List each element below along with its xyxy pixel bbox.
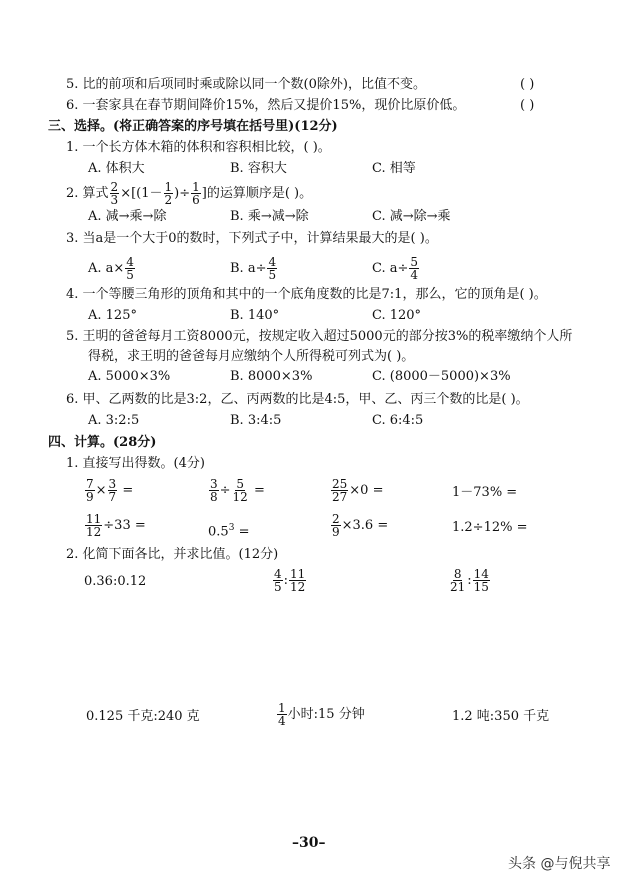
q2-f3-num: 1	[192, 180, 200, 194]
calc1-op: ×	[95, 483, 107, 498]
q2-fraction-1	[110, 181, 120, 206]
q3-a-fraction	[125, 256, 135, 281]
q5-stem-line1: 5. 王明的爸爸每月工资8000元，按规定收入超过5000元的部分按3%的税率缴纳个人所	[66, 329, 573, 344]
ratio5-den: 4	[278, 714, 286, 728]
judge-bracket-5[interactable]: ( )	[520, 77, 535, 92]
q2-option-b[interactable]: B. 乘→减→除	[230, 209, 309, 224]
calc1-b-num: 3	[108, 477, 117, 491]
calc3-den: 27	[332, 490, 348, 504]
q2-f2-num: 1	[164, 180, 173, 194]
calc2-a-den: 8	[210, 490, 218, 504]
q2-mid2: )÷	[174, 186, 191, 201]
q5-stem-line2: 得税，求王明的爸爸每月应缴纳个人所得税可列式为( )。	[88, 349, 415, 364]
q3-c-fraction	[409, 256, 419, 281]
ratio3-frac-a	[449, 568, 466, 593]
q4-stem: 4. 一个等腰三角形的顶角和其中的一个底角度数的比是7:1，那么，它的顶角是( )。	[66, 287, 547, 302]
q3-b-pre: B. a÷	[230, 261, 267, 276]
ratio2-b-den: 12	[290, 580, 306, 594]
q3-option-a[interactable]	[88, 256, 136, 281]
q4-option-b[interactable]: B. 140°	[230, 308, 280, 323]
calc7-frac	[331, 513, 341, 538]
calc-item-8: 1.2÷12% =	[452, 520, 528, 535]
judge-item-6: 6. 一套家具在春节期间降价15%，然后又提价15%，现价比原价低。	[66, 98, 466, 113]
calc3-tail: ×0 =	[349, 483, 384, 498]
q2-option-c[interactable]: C. 减→除→乘	[372, 209, 451, 224]
q3-option-c[interactable]	[372, 256, 420, 281]
calc3-num: 25	[332, 477, 348, 491]
section4-title: 四、计算。(28分)	[48, 435, 157, 450]
ratio2-b-num: 11	[290, 567, 306, 581]
calc6-exp: 3	[228, 523, 235, 533]
ratio3-sep: :	[467, 573, 472, 588]
calc2-b-num: 5	[236, 477, 244, 491]
calc2-title: 2. 化简下面各比，并求比值。(12分)	[66, 547, 279, 562]
q2-fraction-3	[191, 181, 201, 206]
q6-option-a[interactable]: A. 3:2:5	[88, 413, 140, 428]
q2-f1-num: 2	[110, 180, 119, 194]
q5-option-a[interactable]: A. 5000×3%	[88, 369, 171, 384]
q3-option-b[interactable]	[230, 256, 278, 281]
ratio3-frac-b	[473, 568, 490, 593]
ratio5-frac	[277, 702, 287, 727]
q1-option-b[interactable]: B. 容积大	[230, 161, 287, 176]
q3-a-den: 5	[126, 268, 134, 282]
ratio2-frac-a	[273, 568, 283, 593]
q2-stem	[66, 181, 312, 206]
q5-option-b[interactable]: B. 8000×3%	[230, 369, 313, 384]
calc7-den: 9	[332, 525, 340, 539]
calc5-num: 11	[86, 512, 102, 526]
q1-stem: 1. 一个长方体木箱的体积和容积相比较，( )。	[66, 140, 331, 155]
calc2-eq: =	[253, 483, 265, 498]
q3-b-num: 4	[268, 255, 277, 269]
calc6-eq: =	[238, 524, 250, 540]
q2-pre: 2. 算式	[66, 186, 109, 201]
q3-stem: 3. 当a是一个大于0的数时，下列式子中，计算结果最大的是( )。	[66, 231, 438, 246]
calc2-frac-b	[232, 478, 249, 503]
q2-post: ]的运算顺序是( )。	[201, 186, 313, 201]
calc2-a-num: 3	[210, 477, 218, 491]
q6-option-b[interactable]: B. 3:4:5	[230, 413, 282, 428]
calc1-frac-a	[85, 478, 95, 503]
ratio2-sep: :	[283, 573, 289, 588]
q3-a-num: 4	[126, 255, 134, 269]
calc-item-5	[84, 513, 146, 538]
ratio3-a-num: 8	[453, 567, 462, 581]
calc1-a-den: 9	[86, 490, 94, 504]
q3-a-pre: A. a×	[88, 261, 125, 276]
q6-stem: 6. 甲、乙两数的比是3:2，乙、丙两数的比是4:5，甲、乙、丙三个数的比是( )。	[66, 392, 529, 407]
ratio3-a-den: 21	[450, 580, 466, 594]
ratio3-b-num: 14	[473, 567, 489, 581]
page-number: –30–	[292, 835, 326, 851]
section3-title: 三、选择。(将正确答案的序号填在括号里)(12分)	[48, 119, 338, 134]
calc3-frac	[331, 478, 348, 503]
ratio2-a-den: 5	[274, 580, 282, 594]
q2-f1-den: 3	[110, 193, 119, 207]
ratio5-num: 1	[278, 701, 286, 715]
q2-option-a[interactable]: A. 减→乘→除	[88, 209, 167, 224]
calc-item-2	[208, 478, 265, 503]
q3-c-pre: C. a÷	[372, 261, 409, 276]
calc5-den: 12	[86, 525, 102, 539]
q2-mid1: ×[(1－	[120, 186, 163, 201]
ratio2-frac-b	[289, 568, 306, 593]
calc5-frac	[85, 513, 102, 538]
calc7-num: 2	[332, 512, 340, 526]
ratio-item-2	[272, 568, 307, 593]
q1-option-a[interactable]: A. 体积大	[88, 161, 145, 176]
q2-f2-den: 2	[164, 193, 173, 207]
q5-option-c[interactable]: C. (8000－5000)×3%	[372, 369, 511, 384]
q3-b-den: 5	[268, 268, 277, 282]
ratio-item-6: 1.2 吨:350 千克	[452, 709, 550, 724]
ratio-item-1: 0.36:0.12	[84, 574, 147, 589]
q4-option-a[interactable]: A. 125°	[88, 308, 137, 323]
q3-c-den: 4	[410, 268, 419, 282]
ratio-item-5	[276, 702, 365, 727]
calc1-frac-b	[108, 478, 118, 503]
q3-c-num: 5	[410, 255, 419, 269]
calc2-op: ÷	[219, 483, 231, 498]
ratio3-b-den: 15	[473, 580, 489, 594]
calc2-b-den: 12	[232, 490, 248, 504]
q4-option-c[interactable]: C. 120°	[372, 308, 422, 323]
calc-item-6	[208, 520, 249, 540]
calc7-tail: ×3.6 =	[341, 518, 389, 533]
calc1-eq: =	[122, 483, 134, 498]
ratio5-tail: 小时:15 分钟	[287, 707, 365, 722]
calc6-base: 0.5	[208, 524, 229, 540]
q3-b-fraction	[267, 256, 277, 281]
calc1-a-num: 7	[86, 477, 94, 491]
calc-item-7	[330, 513, 388, 538]
calc-item-4: 1－73% =	[452, 485, 518, 500]
calc1-b-den: 7	[108, 490, 117, 504]
q6-option-c[interactable]: C. 6:4:5	[372, 413, 424, 428]
calc-item-3	[330, 478, 383, 503]
judge-bracket-6[interactable]: ( )	[520, 98, 535, 113]
ratio-item-3	[448, 568, 491, 593]
calc5-tail: ÷33 =	[103, 518, 146, 533]
calc1-title: 1. 直接写出得数。(4分)	[66, 456, 205, 471]
q1-option-c[interactable]: C. 相等	[372, 161, 416, 176]
q2-fraction-2	[164, 181, 174, 206]
ratio2-a-num: 4	[274, 567, 282, 581]
q2-f3-den: 6	[192, 193, 200, 207]
watermark: 头条 @与倪共享	[508, 856, 611, 872]
calc2-frac-a	[209, 478, 219, 503]
ratio-item-4: 0.125 千克:240 克	[86, 709, 200, 724]
calc-item-1	[84, 478, 133, 503]
judge-item-5: 5. 比的前项和后项同时乘或除以同一个数(0除外)，比值不变。	[66, 77, 426, 92]
